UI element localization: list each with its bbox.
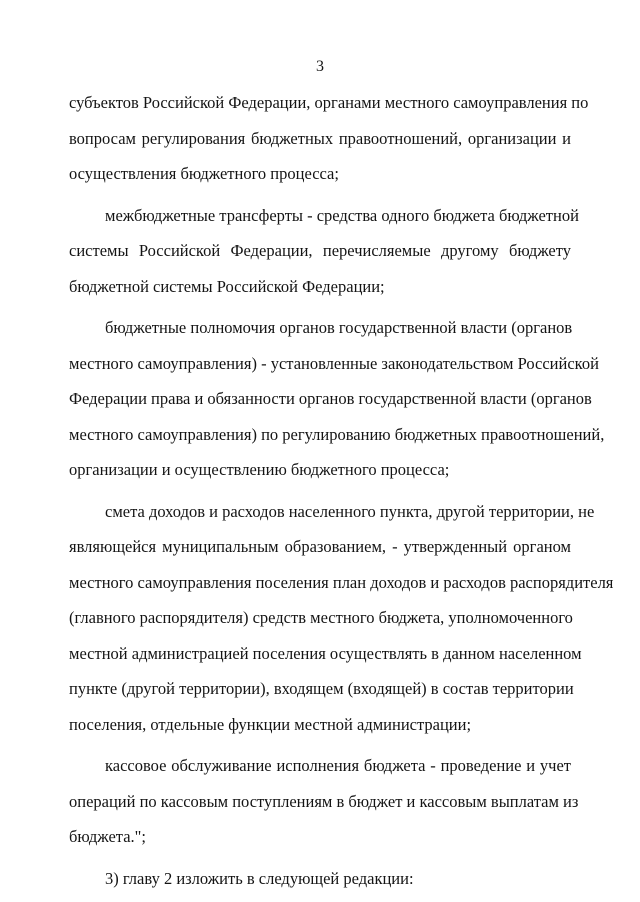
text-line: пункте (другой территории), входящем (входящей) в состав территории <box>69 679 574 698</box>
text-line: бюджетной системы Российской Федерации; <box>69 276 385 296</box>
text-line: Федерации права и обязанности органов государственной власти (органов <box>69 389 592 408</box>
paragraph-estimate <box>69 494 614 743</box>
text-line: 3) главу 2 изложить в следующей редакции: <box>105 868 414 888</box>
text-line: (главного распорядителя) средств местного бюджета, уполномоченного <box>69 608 573 627</box>
text-line: системы Российской Федерации, перечисляемые другому бюджету <box>69 241 571 260</box>
text-line: местной администрацией поселения осуществлять в данном населенном <box>69 643 582 663</box>
text-line: кассовое обслуживание исполнения бюджета - проведение и учет <box>105 756 571 775</box>
text-line: поселения, отдельные функции местной администрации; <box>69 714 472 734</box>
paragraph-interbudget-transfers <box>69 198 579 305</box>
text-line: межбюджетные трансферты - средства одного бюджета бюджетной <box>105 205 579 225</box>
text-line: организации и осуществлению бюджетного процесса; <box>69 460 450 479</box>
text-line: субъектов Российской Федерации, органами местного самоуправления по <box>69 93 589 112</box>
text-line: местного самоуправления) по регулированию бюджетных правоотношений, <box>69 424 605 444</box>
paragraph-chapter-2 <box>69 861 571 897</box>
text-line: бюджетные полномочия органов государственной власти (органов <box>105 318 573 337</box>
page-number: 3 <box>316 58 324 75</box>
paragraph-cash-service <box>69 748 579 855</box>
text-line: местного самоуправления поселения план доходов и расходов распорядителя <box>69 572 614 592</box>
text-line: местного самоуправления) - установленные законодательством Российской <box>69 353 599 373</box>
paragraph-continuation <box>69 85 589 192</box>
text-line: смета доходов и расходов населенного пункта, другой территории, не <box>105 501 595 521</box>
text-line: вопросам регулирования бюджетных правоотношений, организации и <box>69 128 571 148</box>
text-line: операций по кассовым поступлениям в бюджет и кассовым выплатам из <box>69 791 579 811</box>
paragraph-budget-powers <box>69 310 605 488</box>
text-line: бюджета."; <box>69 827 146 846</box>
document-body <box>69 85 614 902</box>
text-line: являющейся муниципальным образованием, - утвержденный органом <box>69 537 571 556</box>
text-line: осуществления бюджетного процесса; <box>69 164 339 183</box>
